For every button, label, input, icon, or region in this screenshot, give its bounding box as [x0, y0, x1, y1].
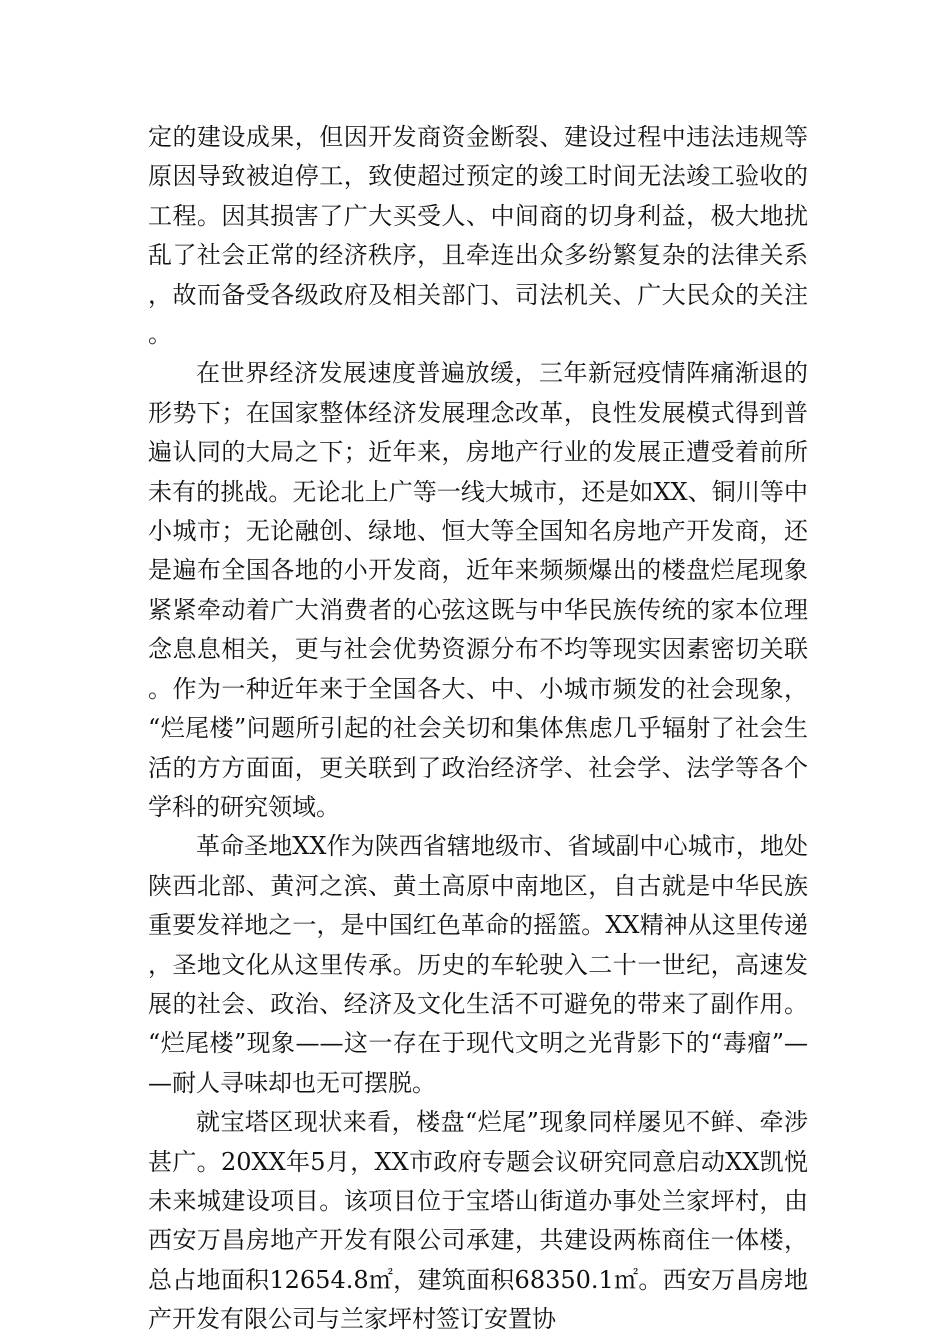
- paragraph-baota-district: 就宝塔区现状来看，楼盘“烂尾”现象同样屡见不鲜、牵涉甚广。20XX年5月，XX市政府专题会议研究同意启动XX凯悦未来城建设项目。该项目位于宝塔山街道办事处兰家坪村，由西安万昌房地产开发有限公司承建，共建设两栋商住一体楼，总占地面积12654.8㎡，建筑面积68350.1㎡。西安万昌房地产开发有限公司与兰家坪村签订安置协: [148, 1108, 808, 1334]
- body-text: [148, 118, 808, 1340]
- paragraph-revolutionary-city: 革命圣地XX作为陕西省辖地级市、省域副中心城市，地处陕西北部、黄河之滨、黄土高原中南地区，自古就是中华民族重要发祥地之一，是中国红色革命的摇篮。XX精神从这里传递，圣地文化从这里传承。历史的车轮驶入二十一世纪，高速发展的社会、政治、经济及文化生活不可避免的带来了副作用。“烂尾楼”现象——这一存在于现代文明之光背影下的“毒瘤”——耐人寻味却也无可摆脱。: [148, 832, 808, 1097]
- paragraph-continuation: 定的建设成果，但因开发商资金断裂、建设过程中违法违规等原因导致被迫停工，致使超过预定的竣工时间无法竣工验收的工程。因其损害了广大买受人、中间商的切身利益，极大地扰乱了社会正常的经济秩序，且牵连出众多纷繁复杂的法律关系，故而备受各级政府及相关部门、司法机关、广大民众的关注。: [148, 123, 808, 349]
- paragraph-economic-background: 在世界经济发展速度普遍放缓，三年新冠疫情阵痛渐退的形势下；在国家整体经济发展理念改革，良性发展模式得到普遍认同的大局之下；近年来，房地产行业的发展正遭受着前所未有的挑战。无论北上广等一线大城市，还是如XX、铜川等中小城市；无论融创、绿地、恒大等全国知名房地产开发商，还是遍布全国各地的小开发商，近年来频频爆出的楼盘烂尾现象紧紧牵动着广大消费者的心弦这既与中华民族传统的家本位理念息息相关，更与社会优势资源分布不均等现实因素密切关联。作为一种近年来于全国各大、中、小城市频发的社会现象，“烂尾楼”问题所引起的社会关切和集体焦虑几乎辐射了社会生活的方方面面，更关联到了政治经济学、社会学、法学等各个学科的研究领域。: [148, 359, 808, 821]
